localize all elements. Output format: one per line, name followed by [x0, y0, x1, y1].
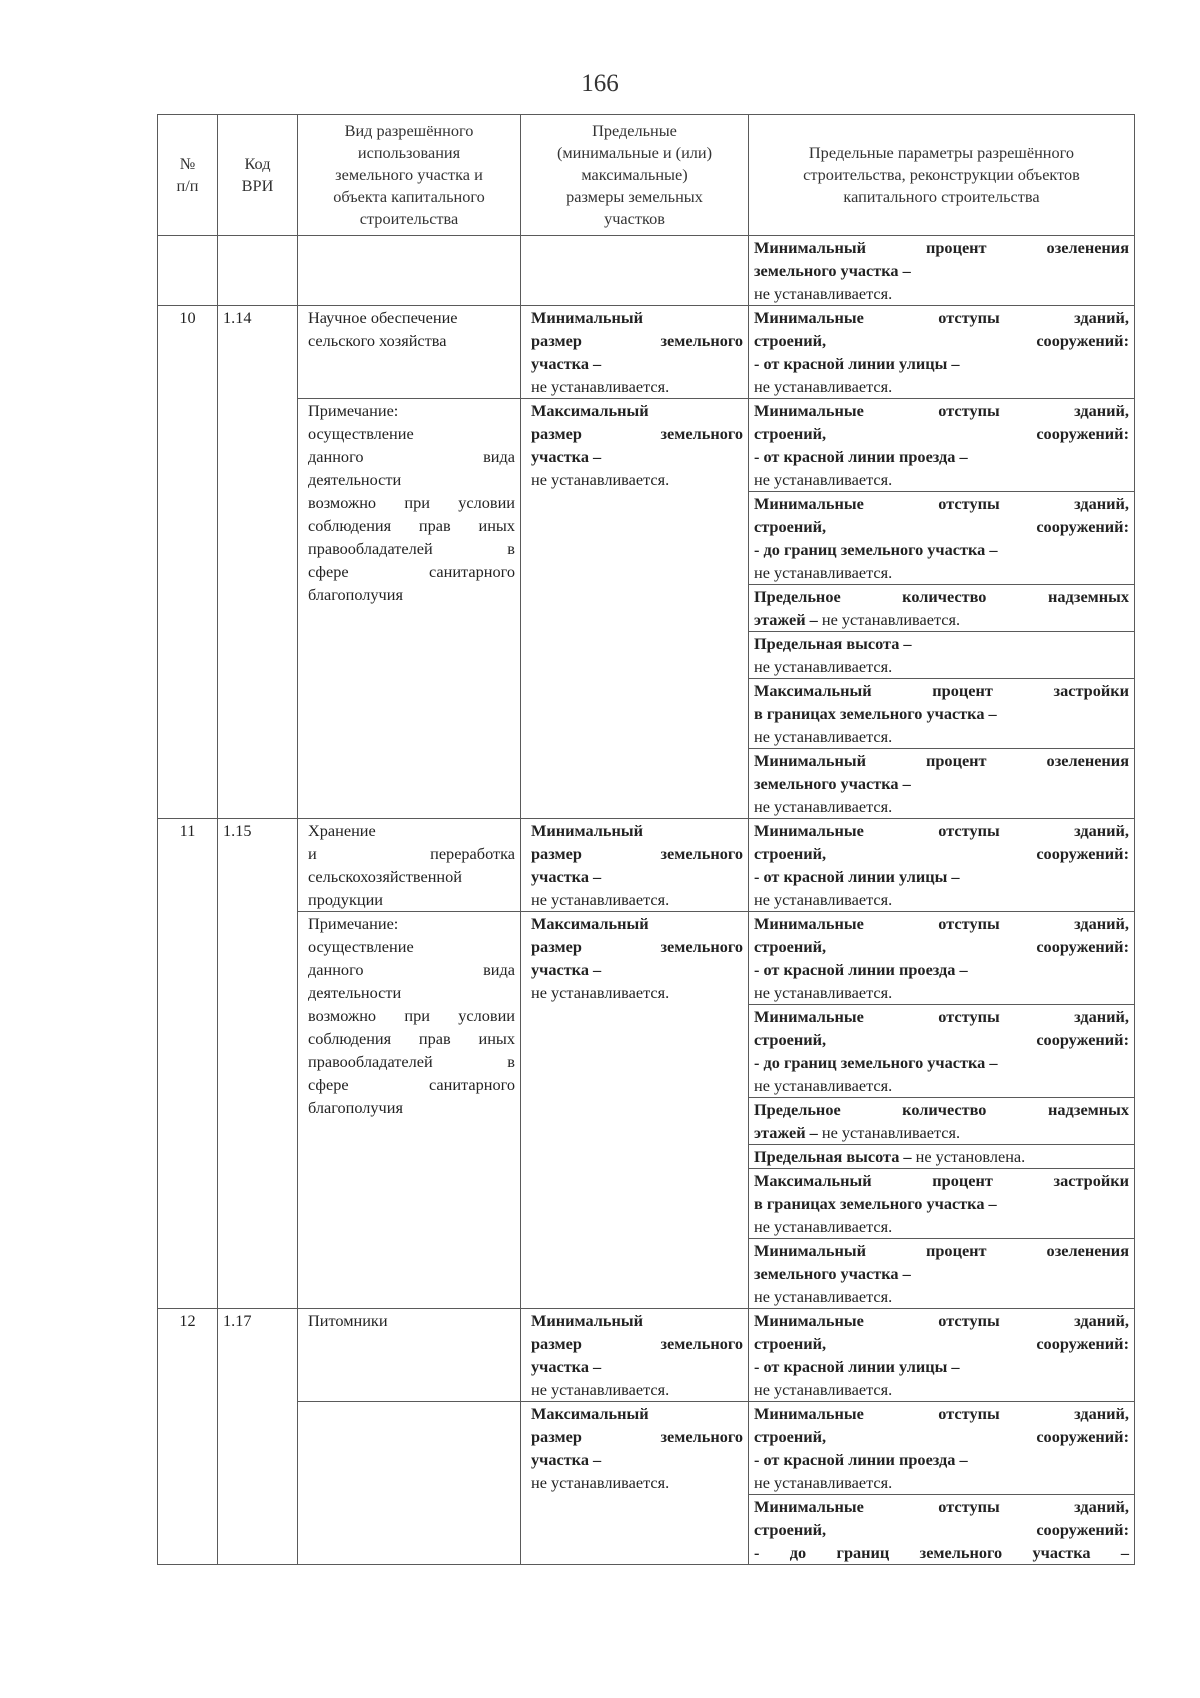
build-parameter: [749, 1145, 1135, 1169]
build-parameter-line: строений, сооружений:: [754, 331, 1129, 350]
max-size-line: участка –: [531, 960, 602, 979]
build-parameter-value: не устанавливается.: [754, 1473, 893, 1492]
build-parameter: [749, 1239, 1135, 1309]
build-parameter-line: строений, сооружений:: [754, 424, 1129, 443]
carry-over-param: [749, 236, 1135, 306]
max-size-line: Максимальный: [531, 914, 649, 933]
header-line: Предельные: [592, 121, 677, 140]
build-parameter: [749, 679, 1135, 749]
build-parameter-last-line: [754, 608, 1129, 631]
build-parameter-label: этажей –: [754, 1123, 818, 1142]
max-size-line: размер земельного: [531, 937, 743, 956]
table-row: [158, 819, 1135, 912]
build-parameter-line: Минимальные отступы зданий,: [754, 401, 1129, 420]
header-line: №: [179, 154, 196, 173]
header-line: капитального строительства: [843, 187, 1040, 206]
use-name-line: и переработка: [308, 844, 515, 863]
build-parameter: [749, 1005, 1135, 1098]
build-parameter-line: строений, сооружений:: [754, 1334, 1129, 1353]
max-size-value: не устанавливается.: [531, 1473, 670, 1492]
page-number: 166: [581, 70, 619, 97]
build-parameter-value: не устанавливается.: [817, 610, 961, 629]
build-parameter-value: не устанавливается.: [754, 470, 893, 489]
build-parameter-line: Минимальные отступы зданий,: [754, 1404, 1129, 1423]
build-parameter-line: Минимальный процент озеленения: [754, 751, 1129, 770]
build-parameter-value: не устанавливается.: [754, 657, 893, 676]
build-parameter: [749, 1169, 1135, 1239]
header-use: [298, 115, 521, 236]
use-name-line: сельскохозяйственной: [308, 867, 462, 886]
max-size-line: участка –: [531, 1450, 602, 1469]
build-parameter-value: не устанавливается.: [754, 1287, 893, 1306]
build-parameter-value: не устанавливается.: [754, 890, 893, 909]
build-parameter-line: строений, сооружений:: [754, 844, 1129, 863]
min-size: [521, 819, 749, 912]
build-parameter-value: не устанавливается.: [817, 1123, 961, 1142]
build-parameter-last-line: [754, 1121, 1129, 1144]
use-name-line: сельского хозяйства: [308, 331, 447, 350]
build-parameter-value: не установлена.: [911, 1147, 1026, 1166]
carry-over-code: [218, 236, 298, 306]
table-body: [158, 236, 1135, 1565]
header-num: [158, 115, 218, 236]
table-row: [158, 912, 1135, 1005]
build-parameter-value: не устанавливается.: [754, 1076, 893, 1095]
build-parameter-line: Минимальные отступы зданий,: [754, 914, 1129, 933]
use-name-line: Хранение: [308, 821, 376, 840]
table-header: [158, 115, 1135, 236]
build-parameter-line: - от красной линии проезда –: [754, 960, 968, 979]
header-line: максимальные): [581, 165, 688, 184]
header-line: п/п: [176, 176, 199, 195]
carry-over-num: [158, 236, 218, 306]
max-size-value: не устанавливается.: [531, 983, 670, 1002]
build-parameter-label: Предельная высота –: [754, 1147, 912, 1166]
vri-code: 1.17: [218, 1309, 298, 1565]
use-note-line: данного вида: [308, 447, 515, 466]
carry-over-size: [521, 236, 749, 306]
max-size: [521, 399, 749, 819]
use-name-line: Питомники: [308, 1311, 388, 1330]
header-code: [218, 115, 298, 236]
build-parameter-line: Минимальный процент озеленения: [754, 1241, 1129, 1260]
max-size-line: Максимальный: [531, 401, 649, 420]
build-parameter: [749, 399, 1135, 492]
header-line: строительства, реконструкции объектов: [803, 165, 1080, 184]
build-parameter-line: строений, сооружений:: [754, 937, 1129, 956]
min-size-value: не устанавливается.: [531, 377, 670, 396]
header-line: земельного участка и: [335, 165, 483, 184]
build-parameter: [749, 749, 1135, 819]
use-name-line: Научное обеспечение: [308, 308, 458, 327]
table-row: [158, 306, 1135, 399]
use-note-line: деятельности: [308, 983, 402, 1002]
use-note-line: данного вида: [308, 960, 515, 979]
build-parameter: [749, 1402, 1135, 1495]
min-size-line: размер земельного: [531, 1334, 743, 1353]
use-note-line: деятельности: [308, 470, 402, 489]
build-parameter-line: Минимальные отступы зданий,: [754, 1311, 1129, 1330]
build-parameter-line: земельного участка –: [754, 1264, 911, 1283]
row-number: 10: [158, 306, 218, 819]
header-line: Вид разрешённого: [344, 121, 474, 140]
build-parameter: [749, 492, 1135, 585]
build-parameter-line: - от красной линии проезда –: [754, 1450, 968, 1469]
use-note-line: благополучия: [308, 1098, 403, 1117]
use-note-line: правообладателей в: [308, 1052, 515, 1071]
build-parameter: [749, 1098, 1135, 1145]
use-name-line: продукции: [308, 890, 383, 909]
build-parameter: [749, 912, 1135, 1005]
min-size-value: не устанавливается.: [531, 1380, 670, 1399]
table-row: [158, 1402, 1135, 1495]
build-parameter: [749, 819, 1135, 912]
min-size-line: участка –: [531, 1357, 602, 1376]
row-number: 12: [158, 1309, 218, 1565]
use-note-line: правообладателей в: [308, 539, 515, 558]
use-note-line: сфере санитарного: [308, 1075, 515, 1094]
min-size-line: размер земельного: [531, 844, 743, 863]
use-note-line: благополучия: [308, 585, 403, 604]
build-parameter: [749, 585, 1135, 632]
use-note: [298, 399, 521, 819]
use-name: [298, 1309, 521, 1402]
carry-over-param-tail: не устанавливается.: [754, 284, 893, 303]
carry-over-use: [298, 236, 521, 306]
max-size-value: не устанавливается.: [531, 470, 670, 489]
build-parameter-last-line: [754, 1145, 1129, 1168]
max-size-line: размер земельного: [531, 424, 743, 443]
build-parameter-value: не устанавливается.: [754, 1380, 893, 1399]
build-parameter-line: Предельное количество надземных: [754, 1100, 1129, 1119]
min-size-line: Минимальный: [531, 1311, 643, 1330]
build-parameter-line: - до границ земельного участка –: [754, 540, 998, 559]
use-note-line: сфере санитарного: [308, 562, 515, 581]
build-parameter-line: в границах земельного участка –: [754, 1194, 997, 1213]
use-note-line: возможно при условии: [308, 493, 515, 512]
max-size: [521, 1402, 749, 1565]
build-parameter-line: строений, сооружений:: [754, 517, 1129, 536]
use-note-line: возможно при условии: [308, 1006, 515, 1025]
build-parameter-label: этажей –: [754, 610, 818, 629]
vri-code: 1.14: [218, 306, 298, 819]
use-note-line: Примечание:: [308, 401, 399, 420]
build-parameter-line: - от красной линии улицы –: [754, 354, 960, 373]
build-parameter-value: не устанавливается.: [754, 377, 893, 396]
use-note: [298, 1402, 521, 1565]
build-parameter-line: Предельная высота –: [754, 634, 912, 653]
use-name: [298, 819, 521, 912]
min-size-line: Минимальный: [531, 821, 643, 840]
carry-over-row: [158, 236, 1135, 306]
build-parameter-line: Минимальные отступы зданий,: [754, 1497, 1129, 1516]
min-size-line: размер земельного: [531, 331, 743, 350]
header-line: Код: [244, 154, 271, 173]
min-size: [521, 306, 749, 399]
table-row: [158, 399, 1135, 492]
header-line: размеры земельных: [566, 187, 703, 206]
build-parameter-line: Предельное количество надземных: [754, 587, 1129, 606]
min-size-value: не устанавливается.: [531, 890, 670, 909]
use-note-line: Примечание:: [308, 914, 399, 933]
build-parameter: [749, 632, 1135, 679]
header-params: [749, 115, 1135, 236]
build-parameter: [749, 306, 1135, 399]
build-parameter-line: Минимальные отступы зданий,: [754, 308, 1129, 327]
regulations-table: [157, 114, 1135, 1565]
max-size-line: размер земельного: [531, 1427, 743, 1446]
build-parameter-line: в границах земельного участка –: [754, 704, 997, 723]
vri-code: 1.15: [218, 819, 298, 1309]
max-size: [521, 912, 749, 1309]
build-parameter-line: земельного участка –: [754, 774, 911, 793]
build-parameter-line: Максимальный процент застройки: [754, 681, 1129, 700]
use-note-line: соблюдения прав иных: [308, 1029, 515, 1048]
build-parameter: [749, 1309, 1135, 1402]
build-parameter-line: строений, сооружений:: [754, 1520, 1129, 1539]
use-name: [298, 306, 521, 399]
use-note: [298, 912, 521, 1309]
build-parameter-line: строений, сооружений:: [754, 1030, 1129, 1049]
build-parameter-line: строений, сооружений:: [754, 1427, 1129, 1446]
header-line: ВРИ: [241, 176, 274, 195]
carry-over-param-line-2: земельного участка –: [754, 261, 911, 280]
header-line: участков: [604, 209, 665, 228]
header-line: (минимальные и (или): [556, 143, 713, 162]
min-size-line: участка –: [531, 867, 602, 886]
use-note-line: соблюдения прав иных: [308, 516, 515, 535]
header-line: использования: [357, 143, 461, 162]
build-parameter-line: Максимальный процент застройки: [754, 1171, 1129, 1190]
build-parameter-line: - от красной линии улицы –: [754, 1357, 960, 1376]
build-parameter-line: Минимальные отступы зданий,: [754, 821, 1129, 840]
build-parameter-line: Минимальные отступы зданий,: [754, 1007, 1129, 1026]
header-line: строительства: [359, 209, 459, 228]
build-parameter-value: не устанавливается.: [754, 1217, 893, 1236]
header-line: Предельные параметры разрешённого: [808, 143, 1075, 162]
build-parameter-line: Минимальные отступы зданий,: [754, 494, 1129, 513]
carry-over-param-line-1: Минимальный процент озеленения: [754, 238, 1129, 257]
max-size-line: участка –: [531, 447, 602, 466]
build-parameter-value: не устанавливается.: [754, 727, 893, 746]
use-note-line: осуществление: [308, 937, 414, 956]
max-size-line: Максимальный: [531, 1404, 649, 1423]
min-size-line: участка –: [531, 354, 602, 373]
table-row: [158, 1309, 1135, 1402]
use-note-line: осуществление: [308, 424, 414, 443]
build-parameter-line: - до границ земельного участка –: [754, 1053, 998, 1072]
build-parameter-value: не устанавливается.: [754, 563, 893, 582]
build-parameter-value: не устанавливается.: [754, 797, 893, 816]
min-size: [521, 1309, 749, 1402]
build-parameter-line: - от красной линии проезда –: [754, 447, 968, 466]
row-number: 11: [158, 819, 218, 1309]
min-size-line: Минимальный: [531, 308, 643, 327]
header-line: объекта капитального: [333, 187, 485, 206]
build-parameter-value: не устанавливается.: [754, 983, 893, 1002]
build-parameter-line: - от красной линии улицы –: [754, 867, 960, 886]
header-size: [521, 115, 749, 236]
build-parameter: [749, 1495, 1135, 1565]
build-parameter-line: - до границ земельного участка –: [754, 1543, 1129, 1562]
